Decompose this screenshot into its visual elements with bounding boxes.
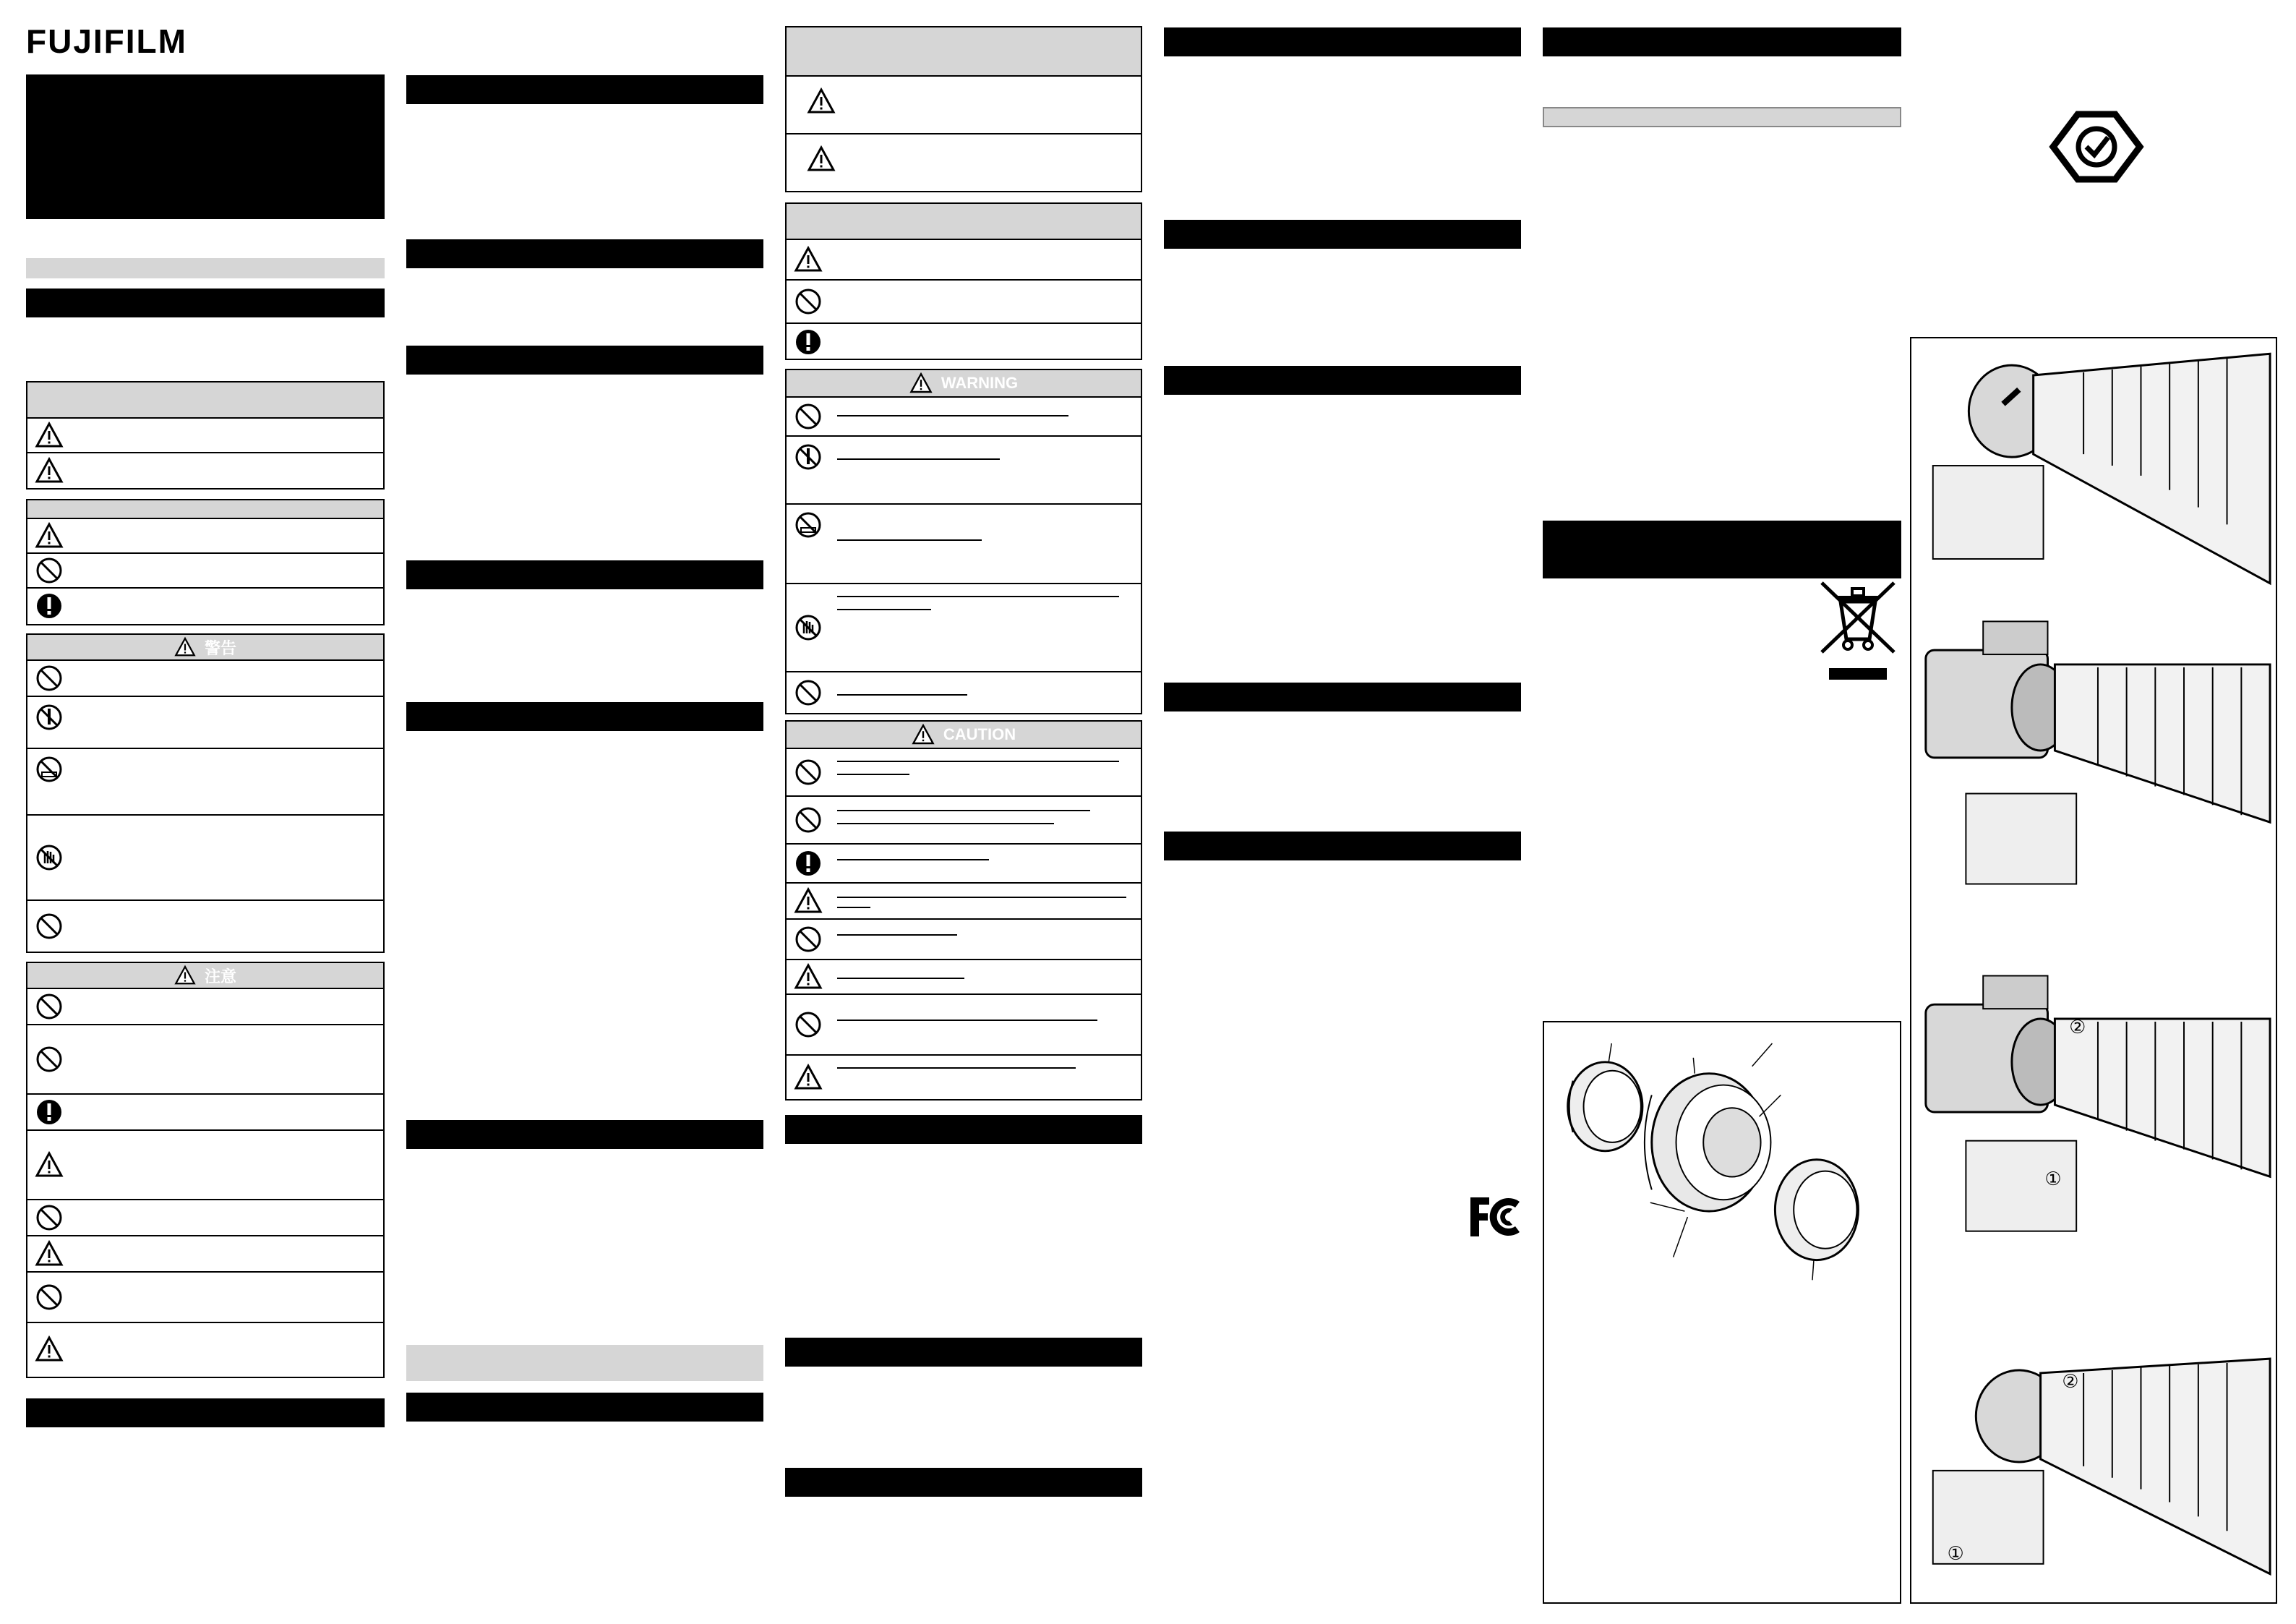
section-heading-bar bbox=[406, 75, 763, 104]
section-heading-bar bbox=[406, 560, 763, 589]
en-warning-table bbox=[785, 369, 1142, 714]
text-line bbox=[837, 859, 989, 860]
table-row bbox=[27, 1323, 383, 1375]
table-row bbox=[787, 324, 1141, 360]
text-line bbox=[837, 458, 1000, 460]
section-heading-bar bbox=[406, 1393, 763, 1422]
text-line bbox=[837, 694, 967, 696]
section-heading-bar bbox=[785, 1468, 1142, 1497]
no-water-icon bbox=[794, 510, 823, 539]
warning-triangle-icon bbox=[174, 636, 196, 658]
table-row bbox=[27, 519, 383, 554]
section-heading-bar bbox=[785, 1115, 1142, 1144]
prohibited-circle-icon bbox=[794, 925, 823, 954]
table-row bbox=[27, 697, 383, 749]
text-line bbox=[837, 1020, 1097, 1021]
table-row bbox=[27, 453, 383, 488]
warning-triangle-icon bbox=[35, 521, 64, 550]
language-label-bar bbox=[406, 1345, 763, 1381]
table-row bbox=[27, 816, 383, 901]
warning-triangle-icon bbox=[174, 965, 196, 986]
table-row bbox=[787, 437, 1141, 505]
table-row bbox=[787, 749, 1141, 797]
warning-triangle-icon bbox=[35, 1150, 64, 1179]
jp-warning-heading: 警告 bbox=[204, 638, 236, 657]
table-row bbox=[787, 281, 1141, 324]
no-disassemble-icon bbox=[35, 703, 64, 732]
text-line bbox=[837, 415, 1068, 416]
jp-warning-table bbox=[26, 633, 385, 953]
section-heading-bar bbox=[406, 702, 763, 731]
step-mark-1: ① bbox=[1947, 1542, 1964, 1565]
step-mark-2: ② bbox=[2062, 1370, 2079, 1393]
no-wet-hands-icon bbox=[35, 843, 64, 872]
warning-triangle-icon bbox=[794, 1063, 823, 1092]
table-row bbox=[27, 1025, 383, 1095]
table-row bbox=[787, 845, 1141, 884]
warning-triangle-icon bbox=[794, 886, 823, 915]
text-line bbox=[837, 774, 909, 775]
table-row bbox=[27, 989, 383, 1025]
prohibited-circle-icon bbox=[35, 1203, 64, 1232]
table-row bbox=[787, 884, 1141, 920]
fcc-mark bbox=[1468, 1195, 1522, 1239]
table-row bbox=[787, 960, 1141, 995]
text-line bbox=[837, 907, 870, 908]
table-row bbox=[27, 749, 383, 816]
prohibited-circle-icon bbox=[794, 287, 823, 316]
table-row bbox=[27, 419, 383, 453]
product-parts-diagram bbox=[1543, 1021, 1901, 1604]
language-label-bar bbox=[1543, 107, 1901, 127]
section-heading-bar bbox=[1164, 366, 1521, 395]
prohibited-circle-icon bbox=[794, 678, 823, 707]
disposal-heading-block bbox=[1543, 521, 1901, 578]
text-line bbox=[837, 596, 1119, 597]
table-row bbox=[787, 797, 1141, 845]
jp-symbols-table bbox=[26, 499, 385, 625]
en-symbols-table bbox=[785, 202, 1142, 360]
warning-triangle-icon bbox=[35, 1335, 64, 1364]
prohibited-circle-icon bbox=[35, 1045, 64, 1074]
section-heading-bar bbox=[1543, 27, 1901, 56]
warning-triangle-icon bbox=[35, 456, 64, 485]
weee-crossed-bin-mark bbox=[1816, 580, 1900, 683]
text-line bbox=[837, 897, 1126, 898]
step-mark-2: ② bbox=[2069, 1016, 2086, 1038]
warning-triangle-icon bbox=[35, 1239, 64, 1268]
step-attach-adapter-illustration bbox=[1911, 346, 2276, 591]
table-row bbox=[27, 554, 383, 589]
jp-caution-table bbox=[26, 962, 385, 1378]
section-heading-bar bbox=[1164, 27, 1521, 56]
warning-triangle-icon bbox=[35, 421, 64, 450]
section-heading-bar bbox=[26, 289, 385, 317]
text-line bbox=[837, 978, 964, 979]
table-row bbox=[787, 995, 1141, 1056]
table-row bbox=[787, 398, 1141, 437]
prohibited-circle-icon bbox=[35, 1283, 64, 1312]
fujifilm-logo: FUJIFILM bbox=[26, 22, 187, 60]
table-row bbox=[787, 1056, 1141, 1099]
table-row bbox=[787, 920, 1141, 960]
mounting-steps-panel bbox=[1910, 337, 2277, 1604]
exclamation-circle-icon bbox=[35, 1098, 64, 1127]
jp-signal-words-table bbox=[26, 381, 385, 490]
section-heading-bar bbox=[26, 1398, 385, 1427]
table-row bbox=[27, 1236, 383, 1273]
section-heading-bar bbox=[785, 1338, 1142, 1367]
warning-triangle-icon bbox=[794, 962, 823, 991]
table-row bbox=[787, 77, 1141, 134]
no-wet-hands-icon bbox=[794, 613, 823, 642]
text-line bbox=[837, 761, 1119, 762]
prohibited-circle-icon bbox=[35, 664, 64, 693]
en-caution-heading: CAUTION bbox=[943, 725, 1016, 743]
table-row bbox=[787, 240, 1141, 281]
prohibited-circle-icon bbox=[794, 758, 823, 787]
en-signal-words-table bbox=[785, 26, 1142, 192]
en-warning-heading: WARNING bbox=[941, 374, 1019, 392]
jp-caution-heading: 注意 bbox=[204, 967, 236, 986]
step-mark-1: ① bbox=[2044, 1168, 2062, 1191]
language-label-bar bbox=[26, 258, 385, 278]
prohibited-circle-icon bbox=[794, 1010, 823, 1039]
table-row bbox=[27, 1095, 383, 1131]
warning-triangle-icon bbox=[807, 145, 836, 174]
table-row bbox=[27, 1273, 383, 1323]
adapter-parts-illustration bbox=[1544, 1022, 1900, 1602]
section-heading-bar bbox=[1164, 220, 1521, 249]
title-block bbox=[26, 74, 385, 219]
text-line bbox=[837, 539, 982, 541]
exclamation-circle-icon bbox=[794, 849, 823, 878]
section-heading-bar bbox=[406, 346, 763, 375]
step-mount-on-camera-illustration bbox=[1911, 606, 2276, 895]
table-row bbox=[787, 672, 1141, 713]
table-row bbox=[27, 1200, 383, 1236]
rcm-compliance-mark bbox=[2049, 110, 2144, 184]
section-heading-bar bbox=[406, 1120, 763, 1149]
exclamation-circle-icon bbox=[794, 328, 823, 356]
warning-triangle-icon bbox=[912, 723, 935, 746]
warning-triangle-icon bbox=[807, 87, 836, 116]
exclamation-circle-icon bbox=[35, 591, 64, 620]
no-disassemble-icon bbox=[794, 443, 823, 471]
en-caution-table bbox=[785, 720, 1142, 1101]
table-row bbox=[27, 661, 383, 697]
table-row bbox=[27, 589, 383, 623]
section-heading-bar bbox=[1164, 832, 1521, 860]
table-row bbox=[787, 584, 1141, 672]
table-row bbox=[27, 901, 383, 952]
prohibited-circle-icon bbox=[35, 556, 64, 585]
prohibited-circle-icon bbox=[35, 912, 64, 941]
section-heading-bar bbox=[406, 239, 763, 268]
table-row bbox=[787, 505, 1141, 584]
warning-triangle-icon bbox=[909, 372, 933, 395]
text-line bbox=[837, 823, 1054, 824]
prohibited-circle-icon bbox=[35, 992, 64, 1021]
warning-triangle-icon bbox=[794, 245, 823, 274]
prohibited-circle-icon bbox=[794, 805, 823, 834]
text-line bbox=[837, 810, 1090, 811]
table-row bbox=[27, 1131, 383, 1200]
step-release-lever-illustration bbox=[1911, 960, 2276, 1264]
no-water-icon bbox=[35, 755, 64, 784]
text-line bbox=[837, 1067, 1076, 1069]
text-line bbox=[837, 609, 931, 610]
text-line bbox=[837, 934, 957, 936]
section-heading-bar bbox=[1164, 683, 1521, 711]
table-row bbox=[787, 134, 1141, 191]
prohibited-circle-icon bbox=[794, 402, 823, 431]
step-detach-lens-illustration bbox=[1911, 1329, 2276, 1589]
